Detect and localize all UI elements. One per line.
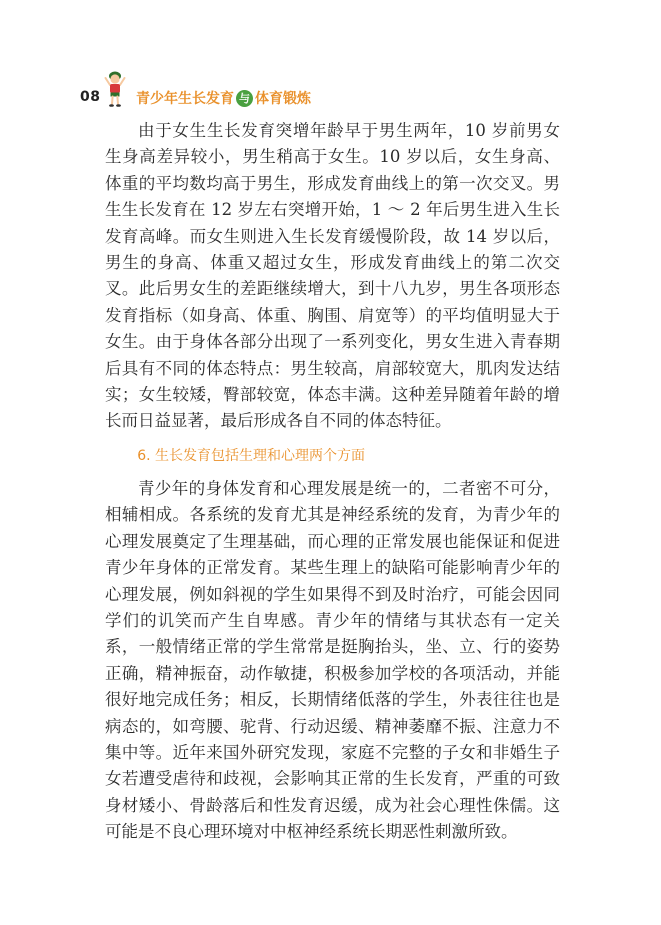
book-title-part2: 体育锻炼 bbox=[255, 91, 311, 107]
child-mascot-icon bbox=[104, 70, 126, 108]
book-title-part1: 青少年生长发育 bbox=[136, 91, 234, 107]
section-heading: 6. 生长发育包括生理和心理两个方面 bbox=[137, 447, 365, 464]
book-title-connector: 与 bbox=[236, 90, 253, 107]
page-number: 08 bbox=[80, 89, 101, 105]
paragraph-growth-difference: 由于女生生长发育突增年龄早于男生两年，10 岁前男女生身高差异较小，男生稍高于女生。10 岁以后，女生身高、体重的平均数均高于男生，形成发育曲线上的第一次交叉。男生生长发育在 12 岁左右突增开始，1 ～ 2 年后男生进入生长发育高峰。而女生则进入生长发育缓慢阶段，故 14 岁以后，男生的身高、体重又超过女生，形成发育曲线上的第二次交叉。此后男女生的差距继续增大，到十八九岁，男生各项形态发育指标（如身高、体重、胸围、肩宽等）的平均值明显大于女生。由于身体各部分出现了一系列变化，男女生进入青春期后具有不同的体态特点：男生较高，肩部较宽大，肌肉发达结实；女生较矮，臀部较宽，体态丰满。这种差异随着年龄的增长而日益显著，最后形成各自不同的体态特征。 bbox=[105, 121, 560, 431]
page-content bbox=[105, 118, 560, 846]
paragraph-physiology-psychology: 青少年的身体发育和心理发展是统一的，二者密不可分，相辅相成。各系统的发育尤其是神经系统的发育，为青少年的心理发展奠定了生理基础，而心理的正常发展也能保证和促进青少年身体的正常发育。某些生理上的缺陷可能影响青少年的心理发展，例如斜视的学生如果得不到及时治疗，可能会因同学们的讥笑而产生自卑感。青少年的情绪与其状态有一定关系，一般情绪正常的学生常常是挺胸抬头，坐、立、行的姿势正确，精神振奋，动作敏捷，积极参加学校的各项活动，并能很好地完成任务；相反，长期情绪低落的学生，外表往往也是病态的，如弯腰、驼背、行动迟缓、精神萎靡不振、注意力不集中等。近年来国外研究发现，家庭不完整的子女和非婚生子女若遭受虐待和歧视，会影响其正常的生长发育，严重的可致身材矮小、骨龄落后和性发育迟缓，成为社会心理性侏儒。这可能是不良心理环境对中枢神经系统长期恶性刺激所致。 bbox=[105, 478, 560, 842]
book-title bbox=[136, 88, 311, 108]
page-header bbox=[80, 70, 620, 110]
